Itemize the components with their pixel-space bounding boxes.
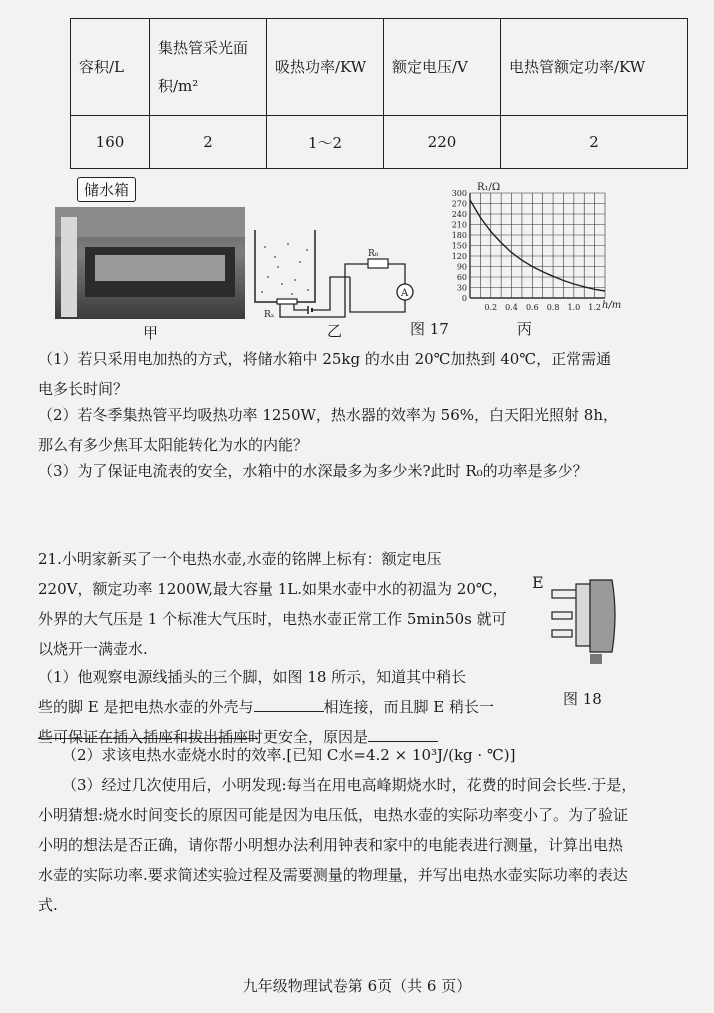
value-volume: 160 <box>71 116 150 169</box>
x-tick-label: 0.2 <box>484 303 498 312</box>
q20-part2: （2）若冬季集热管平均吸热功率 1250W，热水器的效率为 56%，白天阳光照射 8h， 那么有多少焦耳太阳能转化为水的内能？ <box>38 406 618 454</box>
x-tick-label: 1.0 <box>567 303 581 312</box>
value-area: 2 <box>150 116 267 169</box>
header-volume: 容积/L <box>71 19 150 116</box>
y-tick-label: 60 <box>456 273 467 282</box>
y-tick-label: 30 <box>456 283 467 293</box>
y-tick-label: 240 <box>451 210 467 219</box>
graph-xlabel: h/m <box>602 300 622 311</box>
y-tick-label: 180 <box>451 231 467 240</box>
value-rated-power: 2 <box>501 116 688 169</box>
header-rated-power: 电热管额定功率/KW <box>501 19 688 116</box>
page-footer: 九年级物理试卷第 6页（共 6 页） <box>242 977 472 995</box>
y-tick-label: 210 <box>451 220 467 230</box>
q20-part3: （3）为了保证电流表的安全，水箱中的水深最多为多少米?此时 R₀的功率是多少？ <box>38 462 588 480</box>
water-heater-photo <box>55 207 245 319</box>
y-tick-label: 270 <box>451 199 467 209</box>
y-tick-label: 90 <box>456 262 467 272</box>
y-tick-label: 0 <box>461 294 467 303</box>
fig17-label: 图 17 <box>410 320 449 338</box>
header-area: 集热管采光面积/m² <box>150 19 267 116</box>
spec-table <box>70 18 688 169</box>
q21-intro: 21.小明家新买了一个电热水壶,水壶的铭牌上标有：额定电压 220V，额定功率 1200W,最大容量 1L.如果水壶中水的初温为 20℃， 外界的大气压是 1 个标准大气压时，电热水壶正常工作 5min50s 就可 以烧开一满壶水. <box>38 550 508 658</box>
plug-figure <box>530 570 620 670</box>
table-value-row <box>71 116 688 169</box>
r0-label: R₀ <box>368 249 379 259</box>
answer-blank-e[interactable] <box>254 695 324 712</box>
plug-e-label: E <box>532 573 544 592</box>
circuit-diagram <box>250 222 425 327</box>
y-tick-label: 300 <box>451 189 467 198</box>
resistance-depth-graph <box>435 180 650 325</box>
figure-17 <box>55 172 675 342</box>
x-tick-label: 0.6 <box>525 303 539 312</box>
header-voltage: 额定电压/V <box>384 19 501 116</box>
header-absorb-power: 吸热功率/KW <box>267 19 384 116</box>
graph-ylabel: R₁/Ω <box>477 182 501 193</box>
tank-label: 储水箱 <box>77 177 136 202</box>
answer-line[interactable] <box>38 738 258 739</box>
q21-part2: （2）求该电热水壶烧水时的效率.[已知 C水=4.2 × 10³J/(kg · ℃)] <box>62 746 516 764</box>
caption-jia: 甲 <box>143 324 159 342</box>
value-absorb-power: 1～2 <box>267 116 384 169</box>
fig18-label: 图 18 <box>563 690 602 708</box>
x-tick-label: 1.2 <box>588 303 601 312</box>
x-tick-label: 0.4 <box>505 303 518 312</box>
caption-bing: 丙 <box>517 320 533 338</box>
rx-label: Rₓ <box>264 310 275 320</box>
ammeter-label: A <box>401 288 409 299</box>
value-voltage: 220 <box>384 116 501 169</box>
q21-part1: （1）他观察电源线插头的三个脚，如图 18 所示，知道其中稍长 些的脚 E 是把电热水壶的外壳与 相连接，而且脚 E 稍长一 些可保证在插入插座和拔出插座时更安全，原因是 <box>38 668 494 746</box>
q20-part1: （1）若只采用电加热的方式，将储水箱中 25kg 的水由 20℃加热到 40℃，正常需通 电多长时间？ <box>38 350 612 398</box>
q21-part3: （3）经过几次使用后，小明发现:每当在用电高峰期烧水时，花费的时间会长些.于是， 小明猜想:烧水时间变长的原因可能是因为电压低，电热水壶的实际功率变小了。为了验证 小明的想法是否正确，请你帮小明想办法利用钟表和家中的电能表进行测量，计算出电热 水壶的实际功率.要求简述实验过程及需要测量的物理量，并写出电热水壶实际功率的表达 式. <box>38 776 637 914</box>
y-tick-label: 120 <box>451 252 467 261</box>
caption-yi: 乙 <box>327 322 343 340</box>
table-header-row <box>71 19 688 116</box>
x-tick-label: 0.8 <box>546 303 560 312</box>
y-tick-label: 150 <box>451 241 467 251</box>
